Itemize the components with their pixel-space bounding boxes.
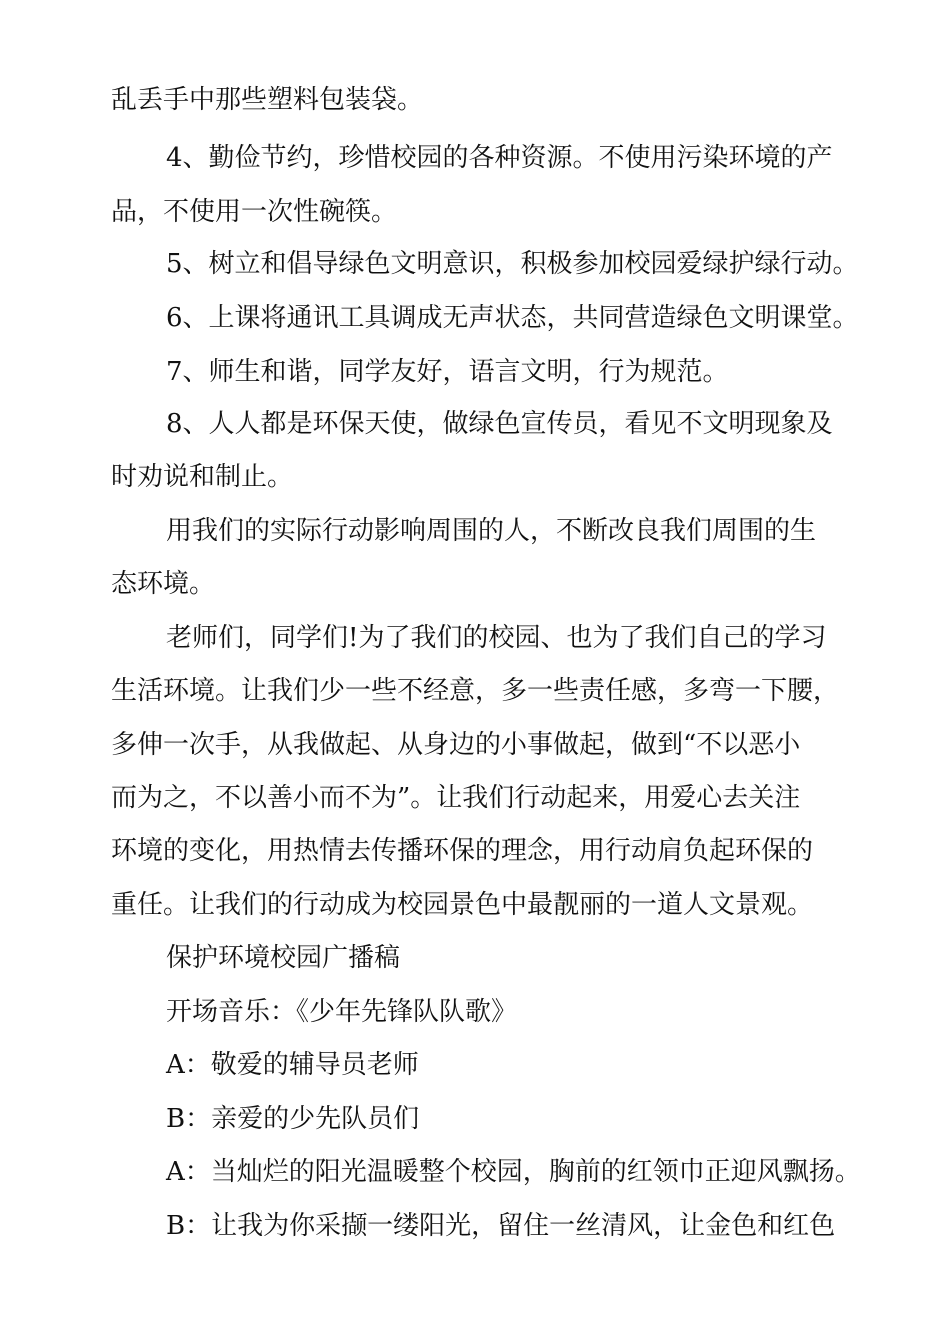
text-line-2: 4、勤俭节约，珍惜校园的各种资源。不使用污染环境的产 bbox=[166, 143, 833, 173]
text-line-19: A：敬爱的辅导员老师 bbox=[166, 1050, 419, 1080]
text-line-1: 乱丢手中那些塑料包装袋。 bbox=[111, 85, 424, 115]
text-line-18: 开场音乐：《少年先锋队队歌》 bbox=[166, 997, 518, 1027]
text-line-17: 保护环境校园广播稿 bbox=[166, 943, 401, 973]
text-line-21: A：当灿烂的阳光温暖整个校园，胸前的红领巾正迎风飘扬。 bbox=[166, 1157, 861, 1187]
text-line-14: 而为之，不以善小而不为”。让我们行动起来，用爱心去关注 bbox=[111, 783, 801, 813]
text-line-16: 重任。让我们的行动成为校园景色中最靓丽的一道人文景观。 bbox=[111, 890, 814, 920]
text-line-10: 态环境。 bbox=[111, 569, 216, 599]
text-line-9: 用我们的实际行动影响周围的人，不断改良我们周围的生 bbox=[166, 516, 817, 546]
text-line-5: 6、上课将通讯工具调成无声状态，共同营造绿色文明课堂。 bbox=[166, 303, 859, 333]
text-line-11: 老师们，同学们!为了我们的校园、也为了我们自己的学习 bbox=[166, 623, 827, 653]
text-line-3: 品，不使用一次性碗筷。 bbox=[111, 197, 398, 227]
text-line-4: 5、树立和倡导绿色文明意识，积极参加校园爱绿护绿行动。 bbox=[166, 249, 859, 279]
text-line-22: B：让我为你采撷一缕阳光，留住一丝清风，让金色和红色 bbox=[166, 1211, 836, 1241]
text-line-6: 7、师生和谐，同学友好，语言文明，行为规范。 bbox=[166, 357, 729, 387]
text-line-12: 生活环境。让我们少一些不经意，多一些责任感，多弯一下腰， bbox=[111, 676, 840, 706]
text-line-15: 环境的变化，用热情去传播环保的理念，用行动肩负起环保的 bbox=[111, 836, 814, 866]
text-line-7: 8、人人都是环保天使，做绿色宣传员，看见不文明现象及 bbox=[166, 409, 833, 439]
text-line-8: 时劝说和制止。 bbox=[111, 462, 294, 492]
text-line-20: B：亲爱的少先队员们 bbox=[166, 1104, 420, 1134]
text-line-13: 多伸一次手，从我做起、从身边的小事做起，做到“不以恶小 bbox=[111, 730, 801, 760]
